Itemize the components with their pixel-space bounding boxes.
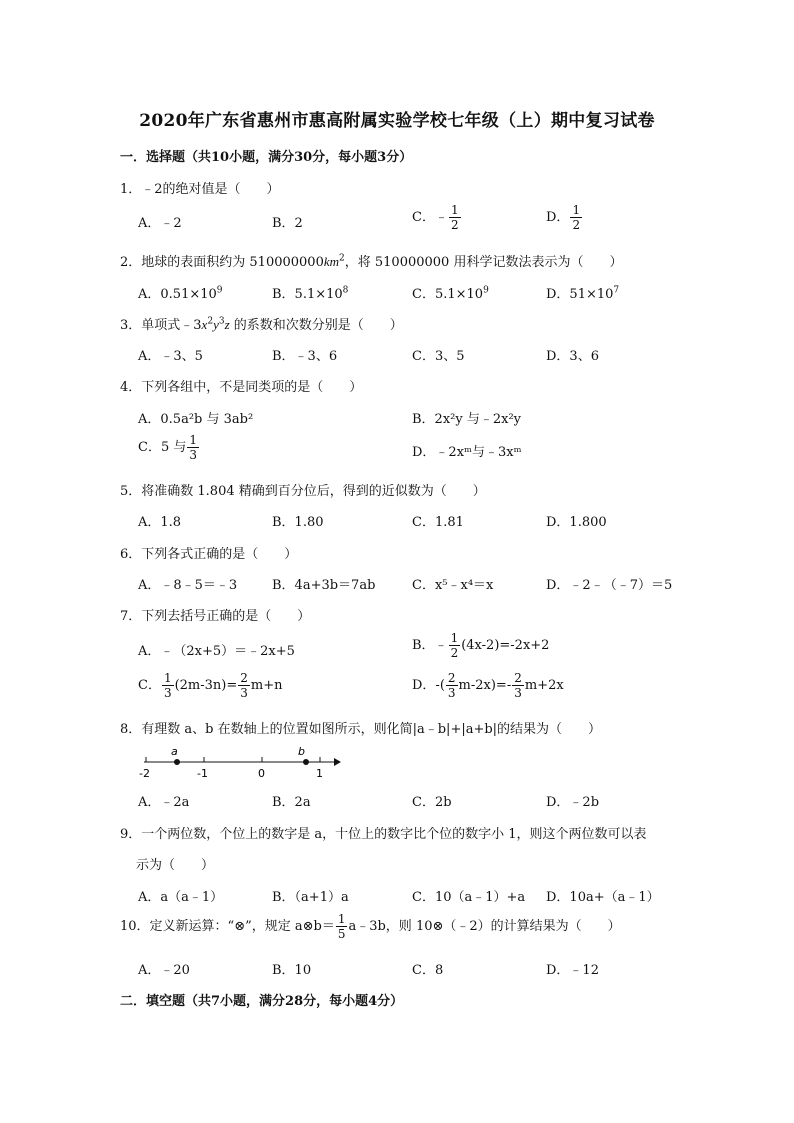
- question-8-stem: 8．有理数 a、b 在数轴上的位置如图所示，则化简|a﹣b|+|a+b|的结果为（ ）: [120, 722, 602, 737]
- question-1-stem: 1．﹣2的绝对值是（ ）: [120, 182, 280, 197]
- question-10-stem: 10．定义新运算：“⊗”，规定 a⊗b＝ $\frac{1}{5}$ a﹣3b，则 10⊗（﹣2）的计算结果为（ ）: [120, 912, 621, 941]
- q2-option-a: A．$0.51\times 10^9$: [138, 285, 223, 302]
- q10-option-a: A．﹣20: [138, 963, 190, 978]
- q5-option-c: C．1.81: [412, 515, 464, 530]
- question-2-stem: 2．地球的表面积约为 $510000000km^2$，将 510000000 用科学记数法表示为（ ）: [120, 253, 623, 270]
- q8-option-a: A．﹣2a: [138, 795, 190, 810]
- q7-option-d: D．-( $\frac{2}{3}$ m-2x)=- $\frac{2}{3}$ m+2x: [412, 671, 564, 700]
- q7-option-b: B．﹣ $\frac{1}{2}$ (4x-2)=-2x+2: [412, 631, 550, 660]
- tick-label: -1: [197, 767, 208, 780]
- q2-option-b: B．$5.1\times 10^8$: [272, 285, 349, 302]
- q6-option-a: A．﹣8﹣5＝﹣3: [138, 578, 238, 593]
- q6-option-d: D．﹣2﹣（﹣7）＝5: [546, 578, 673, 593]
- tick-label: 1: [316, 767, 323, 780]
- axis-arrow: [334, 758, 341, 766]
- q5-option-d: D．1.800: [546, 515, 607, 530]
- q3-option-b: B．﹣3、6: [272, 349, 338, 364]
- number-line-figure: [136, 744, 346, 782]
- q1-option-c: C．﹣ $\frac{1}{2}$: [412, 203, 459, 232]
- question-5-stem: 5．将准确数 1.804 精确到百分位后，得到的近似数为（ ）: [120, 484, 486, 499]
- q9-option-c: C．10（a﹣1）+a: [412, 890, 526, 905]
- q4-option-d: D．﹣2xᵐ与﹣3xᵐ: [412, 445, 522, 460]
- q1-option-a: A．﹣2: [138, 216, 182, 231]
- q8-option-c: C．2b: [412, 795, 452, 810]
- question-9-stem-line2: 示为（ ）: [136, 858, 215, 873]
- q1-option-b: B．2: [272, 216, 303, 231]
- q6-option-b: B．4a+3b＝7ab: [272, 578, 376, 593]
- q9-option-a: A．a（a﹣1）: [138, 890, 224, 905]
- question-7-stem: 7．下列去括号正确的是（ ）: [120, 609, 311, 624]
- section-heading-choice: 一．选择题（共10小题，满分30分，每小题3分）: [120, 150, 413, 165]
- q10-option-b: B．10: [272, 963, 312, 978]
- page-title: 2020年广东省惠州市惠高附属实验学校七年级（上）期中复习试卷: [139, 111, 655, 131]
- q2-option-c: C．$5.1\times 10^9$: [412, 285, 489, 302]
- q6-option-c: C．x⁵﹣x⁴＝x: [412, 578, 494, 593]
- label-a: a: [171, 745, 178, 758]
- q5-option-b: B．1.80: [272, 515, 324, 530]
- q4-option-a: A．0.5a²b 与 3ab²: [138, 412, 254, 427]
- q1-option-d: D． $\frac{1}{2}$: [546, 203, 581, 232]
- tick-label: 0: [258, 767, 265, 780]
- point-b: [303, 759, 309, 765]
- q9-option-b: B．（a+1）a: [272, 890, 349, 905]
- section-heading-fill: 二．填空题（共7小题，满分28分，每小题4分）: [120, 994, 404, 1009]
- question-9-stem-line1: 9．一个两位数，个位上的数字是 a，十位上的数字比个位的数字小 1，则这个两位数可以表: [120, 827, 647, 842]
- q4-option-c: C．5 与 $\frac{1}{3}$: [138, 433, 197, 462]
- question-6-stem: 6．下列各式正确的是（ ）: [120, 547, 298, 562]
- q4-option-b: B．2x²y 与﹣2x²y: [412, 412, 522, 427]
- q3-option-a: A．﹣3、5: [138, 349, 203, 364]
- q3-option-d: D．3、6: [546, 349, 599, 364]
- point-a: [174, 759, 180, 765]
- question-3-stem: 3．单项式$﹣3x^2y^3z$ 的系数和次数分别是（ ）: [120, 316, 403, 333]
- q10-option-c: C．8: [412, 963, 444, 978]
- q9-option-d: D．10a+（a﹣1）: [546, 890, 660, 905]
- q2-option-d: D．$51\times 10^7$: [546, 285, 620, 302]
- q7-option-a: A．﹣（2x+5）＝﹣2x+5: [138, 644, 295, 659]
- label-b: b: [298, 745, 305, 758]
- tick-label: -2: [139, 767, 150, 780]
- q7-option-c: C． $\frac{1}{3}$ (2m-3n)= $\frac{2}{3}$ m+n: [138, 671, 283, 700]
- q8-option-d: D．﹣2b: [546, 795, 600, 810]
- question-4-stem: 4．下列各组中，不是同类项的是（ ）: [120, 380, 363, 395]
- q8-option-b: B．2a: [272, 795, 311, 810]
- q10-option-d: D．﹣12: [546, 963, 599, 978]
- q3-option-c: C．3、5: [412, 349, 465, 364]
- q5-option-a: A．1.8: [138, 515, 182, 530]
